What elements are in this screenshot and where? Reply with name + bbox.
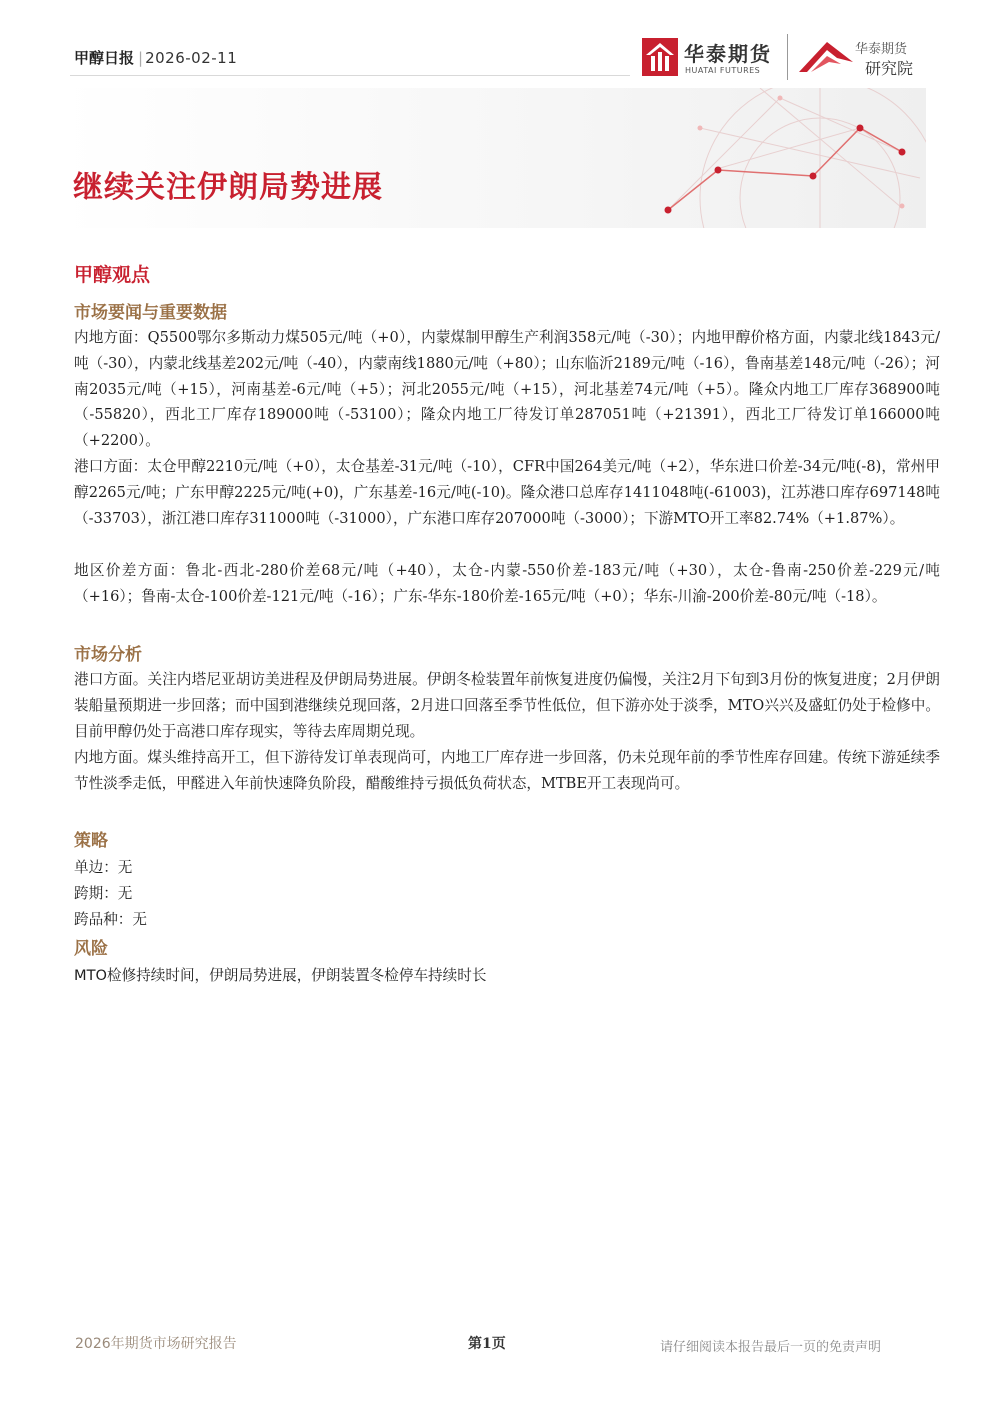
institute-name-line1: 华泰期货 bbox=[855, 42, 908, 57]
header-separator: | bbox=[138, 49, 144, 67]
risk-heading: 风险 bbox=[74, 939, 108, 959]
market-analysis-paragraph-port: 港口方面。关注内塔尼亚胡访美进程及伊朗局势进展。伊朗冬检装置年前恢复进度仍偏慢，关注2月下旬到3月份的恢复进度；2月伊朗装船量预期进一步回落；而中国到港继续兑现回落，2月进口回落至季节性低位，但下游亦处于淡季，MTO兴兴及盛虹仍处于检修中。目前甲醇仍处于高港口库存现实，等待去库周期兑现。 bbox=[74, 671, 940, 740]
disclaimer-note: 请仔细阅读本报告最后一页的免责声明 bbox=[660, 1340, 882, 1355]
report-header bbox=[74, 47, 237, 68]
market-analysis-heading: 市场分析 bbox=[74, 645, 142, 665]
header-rule bbox=[70, 75, 630, 76]
network-graphic bbox=[60, 88, 926, 228]
strategy-item-calendar: 跨期：无 bbox=[74, 885, 133, 902]
title-banner bbox=[60, 88, 926, 228]
market-news-paragraph-inland: 内地方面：Q5500鄂尔多斯动力煤505元/吨（+0），内蒙煤制甲醇生产利润358元/吨（-30）；内地甲醇价格方面，内蒙北线1843元/吨（-30），内蒙北线基差202元/吨（-40），内蒙南线1880元/吨（+80）；山东临沂2189元/吨（-16），鲁南基差148元/吨（-26）；河南2035元/吨（+15），河南基差-6元/吨（+5）；河北2055元/吨（+15），河北基差74元/吨（+5）。隆众内地工厂库存368900吨（-55820），西北工厂库存189000吨（-53100）；隆众内地工厂待发订单287051吨（+21391），西北工厂待发订单166000吨（+2200）。 bbox=[74, 329, 940, 450]
footer-report-name: 2026年期货市场研究报告 bbox=[75, 1336, 237, 1352]
market-analysis-paragraph-inland: 内地方面。煤头维持高开工，但下游待发订单表现尚可，内地工厂库存进一步回落，仍未兑现年前的季节性库存回建。传统下游延续季节性淡季走低，甲醛进入年前快速降负阶段，醋酸维持亏损低负荷状态，MTBE开工表现尚可。 bbox=[74, 749, 940, 792]
market-news-heading: 市场要闻与重要数据 bbox=[74, 303, 227, 323]
market-news-paragraph-port: 港口方面：太仓甲醇2210元/吨（+0），太仓基差-31元/吨（-10），CFR中国264美元/吨（+2），华东进口价差-34元/吨(-8)，常州甲醇2265元/吨；广东甲醇2225元/吨(+0)，广东基差-16元/吨(-10)。隆众港口总库存1411048吨(-61003)，江苏港口库存697148吨（-33703），浙江港口库存311000吨（-31000），广东港口库存207000吨（-3000）；下游MTO开工率82.74%（+1.87%）。 bbox=[74, 458, 940, 527]
company-name-cn: 华泰期货 bbox=[684, 42, 772, 66]
market-news-paragraph-spread: 地区价差方面：鲁北-西北-280价差68元/吨（+40），太仓-内蒙-550价差-183元/吨（+30），太仓-鲁南-250价差-229元/吨（+16）；鲁南-太仓-100价差-121元/吨（-16）；广东-华东-180价差-165元/吨（+0）；华东-川渝-200价差-80元/吨（-18）。 bbox=[74, 562, 940, 605]
company-name-en: HUATAI FUTURES bbox=[685, 66, 761, 75]
institute-name-line2: 研究院 bbox=[865, 59, 914, 78]
institute-logo bbox=[797, 36, 927, 80]
company-logo bbox=[642, 38, 782, 78]
company-logo-icon bbox=[642, 38, 678, 76]
institute-logo-icon bbox=[797, 36, 857, 76]
strategy-item-cross: 跨品种：无 bbox=[74, 911, 147, 928]
section-heading: 甲醇观点 bbox=[74, 264, 151, 286]
report-date: 2026-02-11 bbox=[145, 49, 238, 67]
strategy-heading: 策略 bbox=[74, 831, 108, 851]
logo-divider bbox=[787, 34, 788, 80]
page-number: 第1页 bbox=[468, 1336, 506, 1352]
doc-type: 甲醇日报 bbox=[74, 49, 135, 67]
page-title: 继续关注伊朗局势进展 bbox=[73, 170, 383, 205]
strategy-item-single: 单边：无 bbox=[74, 859, 133, 876]
risk-text: MTO检修持续时间，伊朗局势进展，伊朗装置冬检停车持续时长 bbox=[74, 967, 487, 984]
